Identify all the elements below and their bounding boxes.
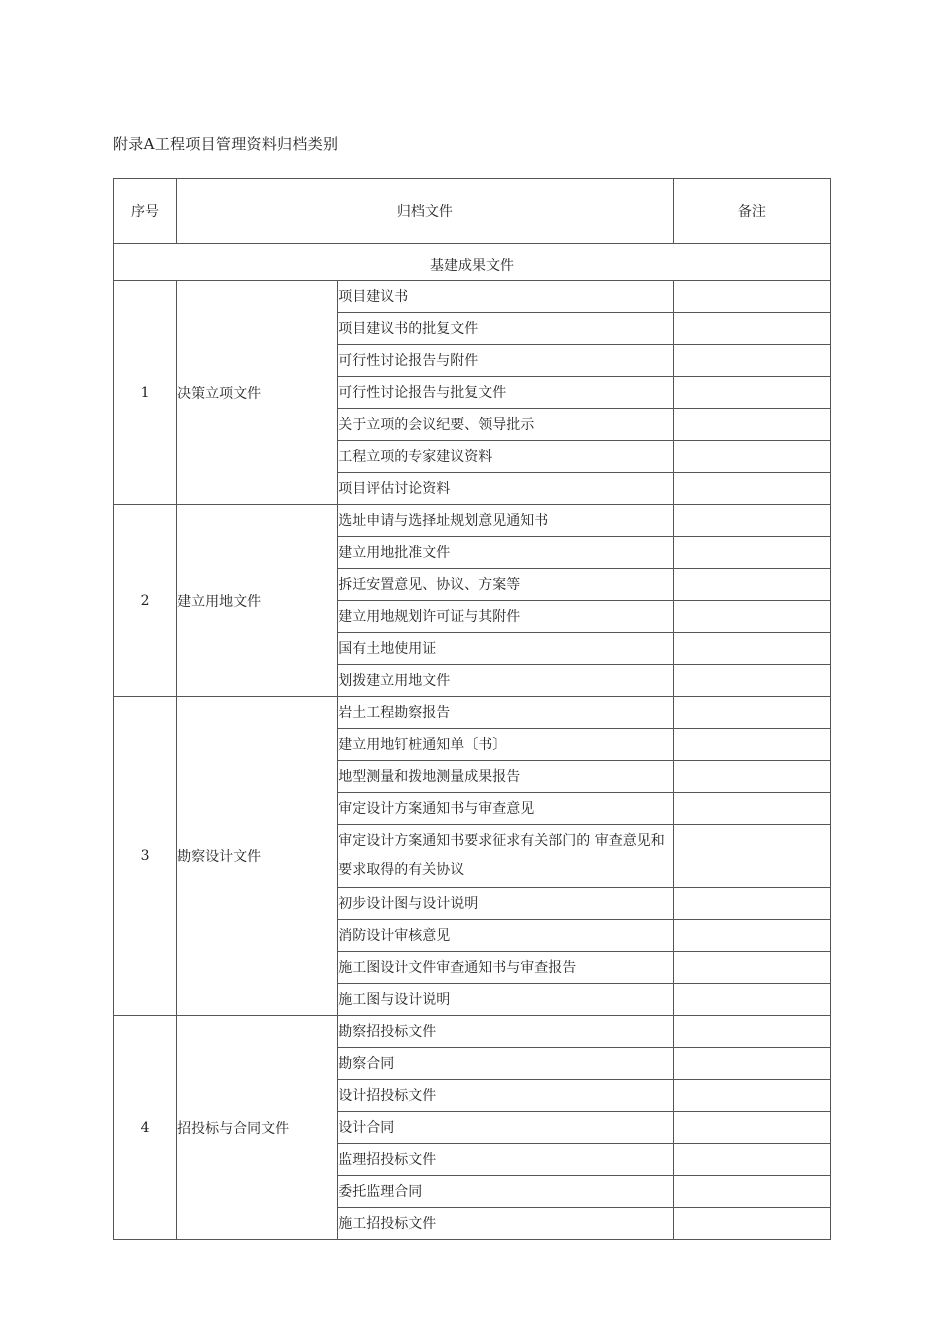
document-item: 委托监理合同 bbox=[338, 1176, 673, 1208]
note-cell bbox=[673, 441, 830, 473]
note-cell bbox=[673, 1144, 830, 1176]
group-category: 决策立项文件 bbox=[177, 281, 338, 505]
group-number: 1 bbox=[114, 281, 177, 505]
note-cell bbox=[673, 697, 830, 729]
note-cell bbox=[673, 377, 830, 409]
group-category: 勘察设计文件 bbox=[177, 697, 338, 1016]
document-item: 审定设计方案通知书与审查意见 bbox=[338, 793, 673, 825]
group-category: 招投标与合同文件 bbox=[177, 1016, 338, 1240]
document-item: 建立用地规划许可证与其附件 bbox=[338, 601, 673, 633]
note-cell bbox=[673, 313, 830, 345]
note-cell bbox=[673, 1112, 830, 1144]
note-cell bbox=[673, 888, 830, 920]
group-number: 2 bbox=[114, 505, 177, 697]
note-cell bbox=[673, 1176, 830, 1208]
document-item: 设计合同 bbox=[338, 1112, 673, 1144]
section-title: 基建成果文件 bbox=[114, 244, 831, 281]
note-cell bbox=[673, 920, 830, 952]
note-cell bbox=[673, 281, 830, 313]
note-cell bbox=[673, 729, 830, 761]
document-item: 划拨建立用地文件 bbox=[338, 665, 673, 697]
group-category: 建立用地文件 bbox=[177, 505, 338, 697]
note-cell bbox=[673, 409, 830, 441]
document-item: 拆迁安置意见、协议、方案等 bbox=[338, 569, 673, 601]
table-row bbox=[114, 505, 831, 537]
note-cell bbox=[673, 505, 830, 537]
note-cell bbox=[673, 569, 830, 601]
table-header-row bbox=[114, 179, 831, 244]
table-row bbox=[114, 1016, 831, 1048]
header-note: 备注 bbox=[673, 179, 830, 244]
note-cell bbox=[673, 1080, 830, 1112]
document-item: 可行性讨论报告与附件 bbox=[338, 345, 673, 377]
note-cell bbox=[673, 793, 830, 825]
document-item: 项目评估讨论资料 bbox=[338, 473, 673, 505]
note-cell bbox=[673, 1048, 830, 1080]
note-cell bbox=[673, 952, 830, 984]
document-item: 施工图设计文件审查通知书与审查报告 bbox=[338, 952, 673, 984]
document-item: 选址申请与选择址规划意见通知书 bbox=[338, 505, 673, 537]
note-cell bbox=[673, 633, 830, 665]
table-row bbox=[114, 697, 831, 729]
document-item: 消防设计审核意见 bbox=[338, 920, 673, 952]
document-item: 关于立项的会议纪要、领导批示 bbox=[338, 409, 673, 441]
document-item: 工程立项的专家建议资料 bbox=[338, 441, 673, 473]
document-item: 国有土地使用证 bbox=[338, 633, 673, 665]
note-cell bbox=[673, 345, 830, 377]
group-number: 4 bbox=[114, 1016, 177, 1240]
document-item: 设计招投标文件 bbox=[338, 1080, 673, 1112]
note-cell bbox=[673, 665, 830, 697]
note-cell bbox=[673, 473, 830, 505]
note-cell bbox=[673, 601, 830, 633]
document-item: 初步设计图与设计说明 bbox=[338, 888, 673, 920]
note-cell bbox=[673, 984, 830, 1016]
document-item: 建立用地钉桩通知单〔书〕 bbox=[338, 729, 673, 761]
note-cell bbox=[673, 1208, 830, 1240]
document-item: 施工图与设计说明 bbox=[338, 984, 673, 1016]
document-item: 勘察合同 bbox=[338, 1048, 673, 1080]
archive-table bbox=[113, 178, 831, 1240]
document-item: 岩土工程勘察报告 bbox=[338, 697, 673, 729]
document-item: 勘察招投标文件 bbox=[338, 1016, 673, 1048]
document-item: 监理招投标文件 bbox=[338, 1144, 673, 1176]
document-item: 审定设计方案通知书要求征求有关部门的 审查意见和要求取得的有关协议 bbox=[338, 825, 673, 888]
note-cell bbox=[673, 1016, 830, 1048]
note-cell bbox=[673, 537, 830, 569]
document-item: 建立用地批准文件 bbox=[338, 537, 673, 569]
header-doc: 归档文件 bbox=[177, 179, 674, 244]
group-number: 3 bbox=[114, 697, 177, 1016]
document-item: 项目建议书的批复文件 bbox=[338, 313, 673, 345]
note-cell bbox=[673, 761, 830, 793]
header-no: 序号 bbox=[114, 179, 177, 244]
table-row bbox=[114, 281, 831, 313]
document-item: 施工招投标文件 bbox=[338, 1208, 673, 1240]
note-cell bbox=[673, 825, 830, 888]
document-item: 地型测量和拨地测量成果报告 bbox=[338, 761, 673, 793]
document-item: 项目建议书 bbox=[338, 281, 673, 313]
section-row bbox=[114, 244, 831, 281]
page-title: 附录A工程项目管理资料归档类别 bbox=[113, 135, 339, 153]
document-item: 可行性讨论报告与批复文件 bbox=[338, 377, 673, 409]
